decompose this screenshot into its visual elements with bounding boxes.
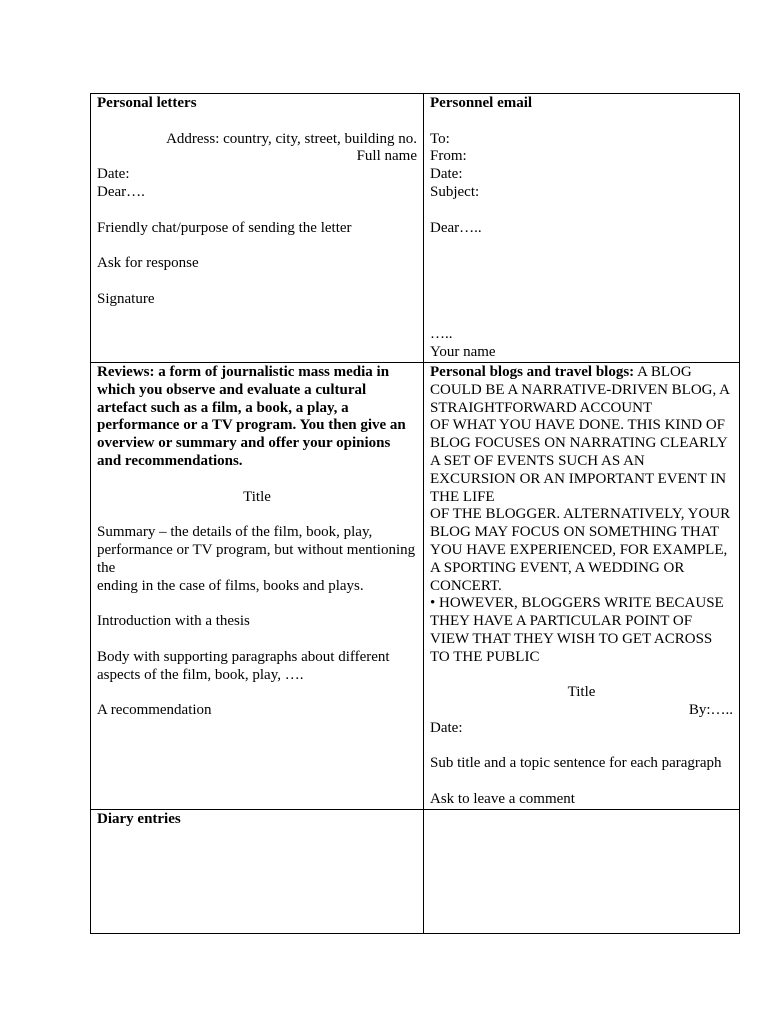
reviews-heading: Reviews: a form of journalistic mass media in which you observe and evaluate a cultural artefact such as a film, a book, a play, a performance or a TV program. You then give an overview or summary and offer your opinions and recommendations.: [97, 363, 406, 469]
table-row: [91, 809, 740, 933]
table-row: [91, 94, 740, 363]
spacer: [430, 237, 733, 255]
spacer: [430, 773, 733, 791]
spacer: [430, 255, 733, 273]
address-line: Address: country, city, street, building no.: [166, 130, 417, 147]
reviews-cell: [91, 362, 424, 809]
spacer: [97, 471, 417, 489]
spacer: [430, 113, 733, 131]
ask-response-line: Ask for response: [97, 255, 199, 272]
body-line: Body with supporting paragraphs about different aspects of the film, book, play, ….: [97, 648, 390, 683]
spacer: [430, 273, 733, 291]
blogs-paragraph: [430, 364, 733, 417]
diary-heading: Diary entries: [97, 810, 181, 827]
email-date-line: Date:: [430, 166, 463, 183]
blogs-text-3: OF THE BLOGGER. ALTERNATIVELY, YOUR BLOG MAY FOCUS ON SOMETHING THAT YOU HAVE EXPERIENCED, FOR EXAMPLE, A SPORTING EVENT, A WEDDING OR CONCERT.: [430, 506, 731, 594]
review-title-line: Title: [243, 488, 271, 505]
spacer: [430, 291, 733, 309]
personnel-email-heading: Personnel email: [430, 95, 533, 111]
spacer: [97, 202, 417, 220]
subject-line: Subject:: [430, 183, 480, 200]
blogs-text: A BLOG COULD BE A NARRATIVE-DRIVEN BLOG, A STRAIGHTFORWARD ACCOUNT: [430, 363, 730, 416]
spacer: [430, 738, 733, 756]
summary-line: Summary – the details of the film, book, play, performance or TV program, but without mentioning the: [97, 524, 416, 576]
spacer: [430, 202, 733, 220]
summary-line-2: ending in the case of films, books and plays.: [97, 577, 364, 594]
blog-title-line: Title: [567, 684, 596, 701]
friendly-chat-line: Friendly chat/purpose of sending the letter: [97, 219, 352, 236]
full-name-line: Full name: [356, 148, 417, 165]
diary-cell: [91, 809, 424, 933]
writing-formats-table: [90, 93, 740, 934]
personal-letters-cell: [91, 94, 424, 363]
spacer: [430, 667, 733, 685]
your-name-line: Your name: [430, 344, 496, 361]
blogs-text-2: OF WHAT YOU HAVE DONE. THIS KIND OF BLOG FOCUSES ON NARRATING CLEARLY A SET OF EVENTS SUCH AS AN EXCURSION OR AN IMPORTANT EVENT IN THE LIFE: [430, 417, 728, 505]
blogs-text-4: • HOWEVER, BLOGGERS WRITE BECAUSE THEY HAVE A PARTICULAR POINT OF VIEW THAT THEY WISH TO GET ACROSS TO THE PUBLIC: [430, 595, 724, 665]
signature-line: Signature: [97, 290, 155, 307]
blog-date-line: Date:: [430, 719, 463, 736]
intro-line: Introduction with a thesis: [97, 613, 250, 630]
spacer: [97, 237, 417, 255]
blogs-heading: Personal blogs and travel blogs:: [430, 363, 635, 380]
spacer: [97, 631, 417, 649]
spacer: [97, 595, 417, 613]
recommendation-line: A recommendation: [97, 702, 212, 719]
spacer: [97, 273, 417, 291]
by-line: By:…..: [688, 702, 733, 719]
spacer: [97, 506, 417, 524]
personnel-email-cell: [424, 94, 740, 363]
dear-line: Dear….: [97, 183, 145, 200]
spacer: [430, 309, 733, 327]
table-row: [91, 362, 740, 809]
email-dear-line: Dear…..: [430, 219, 482, 236]
empty-cell: [424, 809, 740, 933]
personal-letters-heading: Personal letters: [97, 95, 197, 111]
comment-line: Ask to leave a comment: [430, 791, 575, 808]
subtitle-line: Sub title and a topic sentence for each paragraph: [430, 755, 722, 772]
spacer: [97, 684, 417, 702]
from-line: From:: [430, 148, 467, 165]
to-line: To:: [430, 130, 450, 147]
blogs-cell: [424, 362, 740, 809]
spacer: [97, 113, 417, 131]
dots-line: …..: [430, 326, 453, 343]
date-line: Date:: [97, 166, 130, 183]
